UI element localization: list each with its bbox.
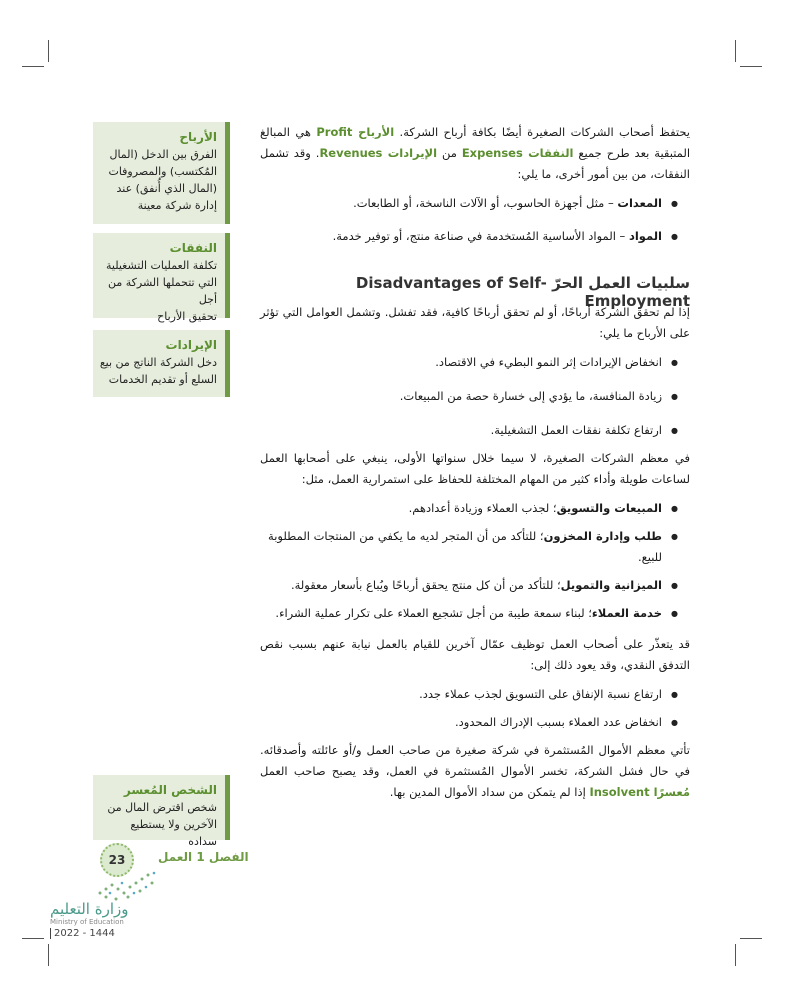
tasks-list xyxy=(260,498,690,624)
item-term: الميزانية والتمويل xyxy=(560,578,662,592)
intro-paragraph xyxy=(260,122,690,185)
list-item xyxy=(260,226,662,247)
dots-decoration-icon xyxy=(92,863,162,903)
item-term: المواد xyxy=(628,229,662,243)
text-run: يحتفظ أصحاب الشركات الصغيرة أيضًا بكافة أرباح الشركة. xyxy=(394,125,690,139)
intro-section xyxy=(260,122,690,254)
text-run: هي المبالغ المتبقية بعد طرح جميع xyxy=(260,125,691,160)
edition-year: 2022 - 1444 xyxy=(50,928,129,939)
term-revenues: الإيرادات Revenues xyxy=(319,146,438,160)
list-item xyxy=(260,575,662,596)
crop-mark xyxy=(740,938,762,939)
crop-mark xyxy=(735,944,736,966)
text-run: من xyxy=(437,146,462,160)
paragraph: قد يتعذّر على أصحاب العمل توظيف عمّال آخرين للقيام بالعمل نيابة عنهم بسبب نقص التدفق النقدي، وقد يعود ذلك إلى: xyxy=(260,637,690,672)
ministry-logo xyxy=(50,900,129,939)
paragraph: إذا لم تحقق الشركة أرباحًا، أو لم تحقق أرباحًا كافية، فقد تفشل. وتشمل العوامل التي تؤثر على الأرباح ما يلي: xyxy=(260,305,690,340)
glossary-definition: تكلفة العمليات التشغيلية التي تتحملها الشركة من أجل تحقيق الأرباح xyxy=(106,259,217,323)
list-item xyxy=(260,193,662,214)
loss-factors-list xyxy=(260,352,690,441)
text-run: . وقد تشمل النفقات، من بين أمور أخرى، ما يلي: xyxy=(260,146,690,181)
item-text: ؛ للتأكد من أن المتجر لديه ما يكفي من المنتجات المطلوبة للبيع. xyxy=(268,529,662,564)
list-item xyxy=(260,603,662,624)
glossary-definition: شخص اقترض المال من الآخرين ولا يستطيع سداده xyxy=(107,801,217,848)
glossary-definition: دخل الشركة الناتج من بيع السلع أو تقديم الخدمات xyxy=(99,356,217,386)
term-expenses: النفقات Expenses xyxy=(461,146,574,160)
crop-mark xyxy=(735,40,736,62)
glossary-revenues xyxy=(93,330,230,397)
list-item xyxy=(260,526,662,568)
list-item: ● ارتفاع تكلفة نفقات العمل التشغيلية. xyxy=(260,420,662,441)
item-text: – مثل أجهزة الحاسوب، أو الآلات الناسخة، أو الطابعات. xyxy=(353,196,618,210)
list-item: ● زيادة المنافسة، ما يؤدي إلى خسارة حصة من المبيعات. xyxy=(260,386,662,407)
glossary-definition: الفرق بين الدخل (المال المُكتسب) والمصروفات (المال الذي أُنفق) عند إدارة شركة معينة xyxy=(108,148,217,212)
disadvantages-section xyxy=(260,302,690,803)
glossary-title: النفقات xyxy=(169,241,217,255)
item-text: – المواد الأساسية المُستخدمة في صناعة منتج، أو توفير خدمة. xyxy=(332,229,629,243)
ministry-name-ar: وزارة التعليم xyxy=(50,900,129,918)
section-heading: سلبيات العمل الحرّ Disadvantages of Self-Employment xyxy=(355,274,690,310)
text-run: إذا لم يتمكن من سداد الأموال المدين بها. xyxy=(389,785,590,799)
crop-mark xyxy=(48,944,49,966)
term-profit: الأرباح Profit xyxy=(316,125,395,139)
list-item: ● انخفاض عدد العملاء بسبب الإدراك المحدود. xyxy=(260,712,662,733)
item-term: المبيعات والتسويق xyxy=(556,501,662,515)
item-text: ؛ للتأكد من أن كل منتج يحقق أرباحًا ويُباع بأسعار معقولة. xyxy=(290,578,561,592)
list-item: ● انخفاض الإيرادات إثر النمو البطيء في الاقتصاد. xyxy=(260,352,662,373)
glossary-title: الأرباح xyxy=(179,130,217,144)
term-insolvent: مُعسرًا Insolvent xyxy=(589,785,690,799)
item-text: ؛ لبناء سمعة طيبة من أجل تشجيع العملاء على تكرار عملية الشراء. xyxy=(275,606,592,620)
crop-mark xyxy=(48,40,49,62)
crop-mark xyxy=(740,66,762,67)
ministry-name-en: Ministry of Education xyxy=(50,918,124,926)
final-paragraph xyxy=(260,740,690,803)
glossary-expenses xyxy=(93,233,230,323)
paragraph: في معظم الشركات الصغيرة، لا سيما خلال سنواتها الأولى، ينبغي على أصحابها العمل لساعات طويلة وأداء كثير من المهام المختلفة للحفاظ على استمرارية العمل، مثل: xyxy=(260,451,690,486)
glossary-profit xyxy=(93,122,230,224)
expense-list xyxy=(260,193,690,247)
glossary-title: الإيرادات xyxy=(165,338,217,352)
text-run: تأتي معظم الأموال المُستثمرة في شركة صغيرة من صاحب العمل و/أو عائلته وأصدقائه. في حال فشل الشركة، تخسر الأموال المُستثمرة في العمل، وقد يصبح صاحب العمل xyxy=(260,743,690,778)
cash-reasons-list xyxy=(260,684,690,733)
page-number: 23 xyxy=(100,843,134,877)
glossary-title: الشخص المُعسر xyxy=(123,783,217,797)
list-item xyxy=(260,498,662,519)
list-item: ● ارتفاع نسبة الإنفاق على التسويق لجذب عملاء جدد. xyxy=(260,684,662,705)
crop-mark xyxy=(22,66,44,67)
item-term: طلب وإدارة المخزون xyxy=(543,529,662,543)
item-term: خدمة العملاء xyxy=(591,606,662,620)
item-term: المعدات xyxy=(617,196,662,210)
item-text: ؛ لجذب العملاء وزيادة أعدادهم. xyxy=(408,501,557,515)
chapter-label: الفصل 1 العمل xyxy=(158,850,249,864)
glossary-insolvent xyxy=(93,775,230,848)
crop-mark xyxy=(22,938,44,939)
